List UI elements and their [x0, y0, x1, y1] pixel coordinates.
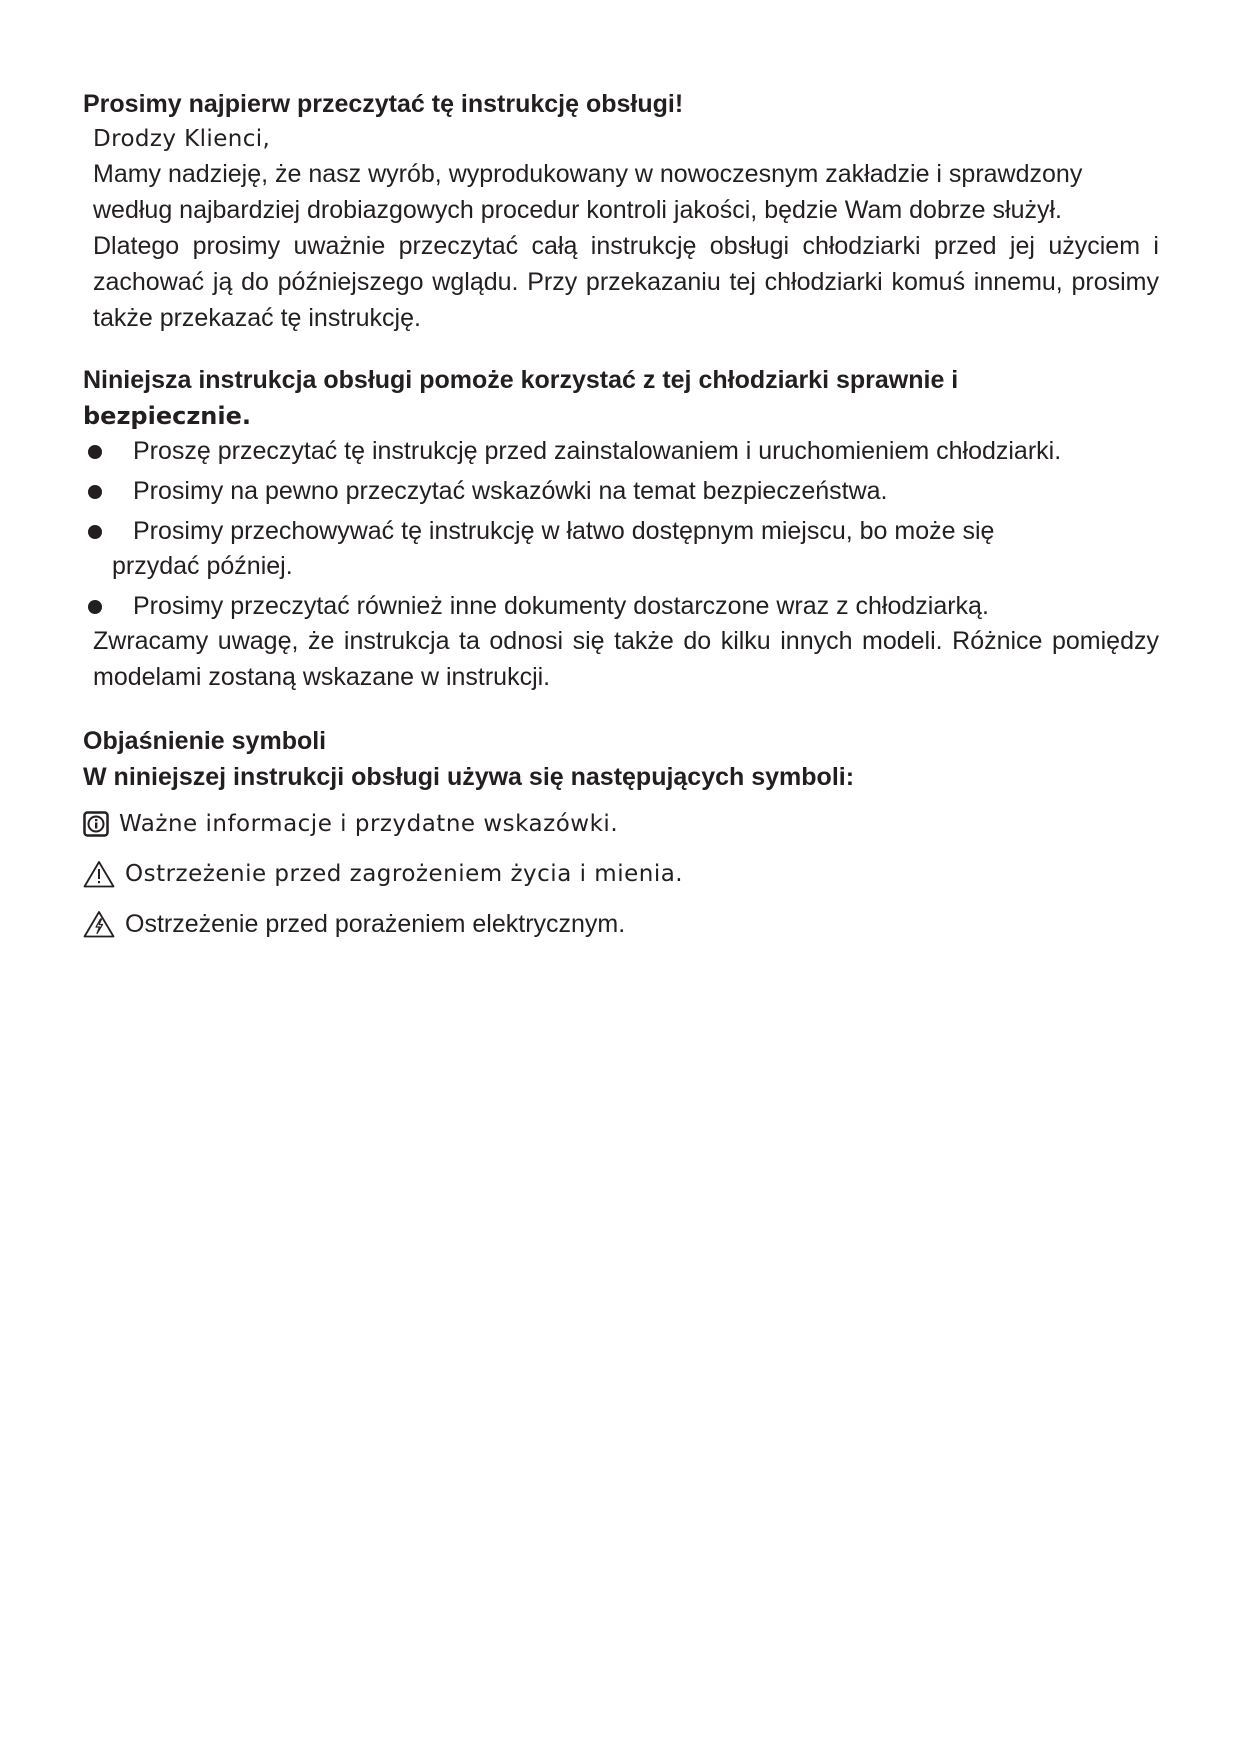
- list-item-text: Prosimy przechowywać tę instrukcję w łatwo dostępnym miejscu, bo może się: [133, 517, 995, 545]
- symbols-subheading: W niniejszej instrukcji obsługi używa się następujących symboli:: [83, 763, 855, 791]
- intro-paragraph-1: Mamy nadzieję, że nasz wyrób, wyprodukowany w nowoczesnym zakładzie i sprawdzony według najbardziej drobiazgowych procedur kontroli jakości, będzie Wam dobrze służył.: [93, 160, 1083, 224]
- section-heading: Niniejsza instrukcja obsługi pomoże korzystać z tej chłodziarki sprawnie i: [83, 366, 959, 394]
- list-item-continuation: przydać później.: [112, 552, 293, 580]
- list-item-text: Proszę przeczytać tę instrukcję przed zainstalowaniem i uruchomieniem chłodziarki.: [133, 437, 1062, 465]
- symbol-row-electric: [83, 899, 1159, 949]
- symbol-row-warning: [83, 849, 1159, 899]
- list-item-text: Prosimy przeczytać również inne dokumenty dostarczone wraz z chłodziarką.: [133, 592, 989, 620]
- models-note: Zwracamy uwagę, że instrukcja ta odnosi się także do kilku innych modeli. Różnice pomiędzy modelami zostaną wskazane w instrukcji.: [93, 627, 1159, 691]
- bullet-dot-icon: [88, 485, 102, 499]
- symbol-description: Ważne informacje i przydatne wskazówki.: [119, 811, 619, 837]
- list-item: [83, 589, 1159, 624]
- bullet-dot-icon: [88, 600, 102, 614]
- symbols-heading: Objaśnienie symboli: [83, 727, 327, 755]
- symbol-row-info: [83, 799, 1159, 849]
- intro-paragraph-2: Dlatego prosimy uważnie przeczytać całą instrukcję obsługi chłodziarki przed jej użyciem i zachować ją do późniejszego wglądu. Przy przekazaniu tej chłodziarki komuś innemu, prosimy także przekazać tę instrukcję.: [93, 232, 1159, 332]
- bullet-dot-icon: [88, 525, 102, 539]
- info-icon: [83, 811, 109, 837]
- greeting: Drodzy Klienci,: [93, 126, 271, 152]
- instruction-list: [83, 434, 1159, 624]
- electric-warning-icon: [83, 910, 115, 938]
- list-item: [83, 474, 1159, 509]
- list-item: [83, 514, 1159, 584]
- section-heading-continued: bezpiecznie.: [83, 402, 252, 430]
- list-item-text: Prosimy na pewno przeczytać wskazówki na temat bezpieczeństwa.: [133, 477, 888, 505]
- document-page: [83, 86, 1159, 949]
- symbol-description: Ostrzeżenie przed porażeniem elektrycznym.: [125, 909, 626, 938]
- bullet-dot-icon: [88, 445, 102, 459]
- list-item: [83, 434, 1159, 469]
- page-title: Prosimy najpierw przeczytać tę instrukcję obsługi!: [83, 90, 684, 118]
- warning-icon: [83, 860, 115, 888]
- symbol-description: Ostrzeżenie przed zagrożeniem życia i mienia.: [125, 861, 684, 887]
